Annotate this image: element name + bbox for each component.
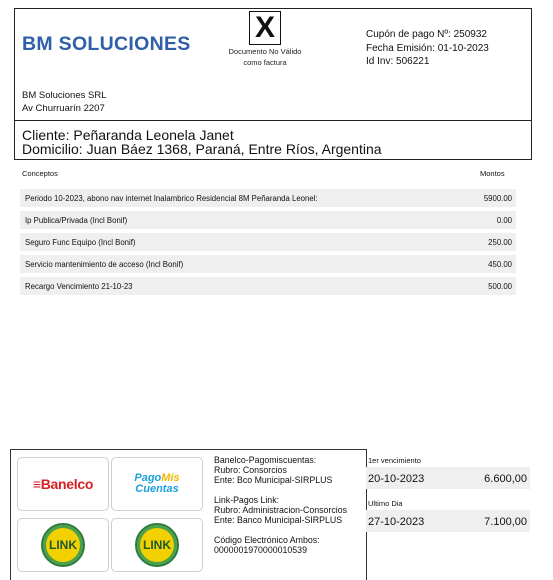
- concept-desc: Periodo 10-2023, abono nav internet Inalambrico Residencial 8M Peñaranda Leonel:: [25, 194, 318, 203]
- concept-desc: Seguro Func Equipo (Incl Bonif): [25, 238, 136, 247]
- concept-amount: 450.00: [488, 260, 512, 269]
- first-due-date: 20-10-2023: [368, 473, 425, 485]
- concept-desc: Servicio mantenimiento de acceso (Incl Bonif): [25, 260, 184, 269]
- concept-row: [20, 255, 516, 273]
- doc-note-line1: Documento No Válido: [228, 47, 302, 56]
- mis-word: Mis: [161, 472, 180, 484]
- last-due-row: [366, 510, 530, 532]
- first-due-row: [366, 467, 530, 489]
- link-logo-text: LINK: [49, 538, 77, 552]
- last-due-label: Ultimo Dia: [368, 499, 403, 508]
- concept-desc: Ip Publica/Privada (Incl Bonif): [25, 216, 128, 225]
- pagomiscuentas-logo: [134, 473, 179, 495]
- concept-row: [20, 189, 516, 207]
- link-logo-icon-2: [135, 523, 179, 567]
- pago-word: Pago: [134, 472, 162, 484]
- link-logo-card-2: [111, 518, 203, 572]
- last-due-amount: 7.100,00: [484, 516, 527, 528]
- concept-desc: Recargo Vencimiento 21-10-23: [25, 282, 133, 291]
- document-validity-note: [222, 46, 308, 68]
- company-name: BM Soluciones SRL: [22, 90, 107, 101]
- client-address: Domicilio: Juan Báez 1368, Paraná, Entre Ríos, Argentina: [22, 141, 382, 157]
- concept-row: [20, 277, 516, 295]
- concept-amount: 0.00: [496, 216, 512, 225]
- emission-date: Fecha Emisión: 01-10-2023: [366, 42, 489, 54]
- x-mark-box: X: [249, 11, 281, 45]
- amounts-column-header: Montos: [480, 169, 505, 178]
- link-logo-icon: [41, 523, 85, 567]
- pagomiscuentas-logo-card: [111, 457, 203, 511]
- concept-amount: 250.00: [488, 238, 512, 247]
- company-address: Av Churruarín 2207: [22, 103, 105, 114]
- inv-id: Id Inv: 506221: [366, 56, 430, 67]
- first-due-label: 1er vencimiento: [368, 456, 421, 465]
- first-due-amount: 6.600,00: [484, 473, 527, 485]
- concept-amount: 5900.00: [483, 194, 512, 203]
- brand-logo: BM SOLUCIONES: [22, 33, 191, 55]
- banelco-logo: ≡Banelco: [32, 476, 94, 492]
- coupon-number: Cupón de pago Nº: 250932: [366, 29, 487, 40]
- payment-channels-text: Banelco-Pagomiscuentas: Rubro: Consorcios Ente: Bco Municipal-SIRPLUS Link-Pagos Link: Rubro: Administracion-Consorcios Ente: Banco Municipal-SIRPLUS Código Electrónico Ambos: 0000001970000010539: [214, 455, 347, 555]
- cuentas-word: Cuentas: [135, 483, 179, 495]
- link-logo-card: [17, 518, 109, 572]
- banelco-logo-card: [17, 457, 109, 511]
- company-block: [22, 89, 106, 115]
- link-logo-text-2: LINK: [143, 538, 171, 552]
- concept-row: [20, 233, 516, 251]
- client-info: [22, 128, 382, 156]
- doc-note-line2: como factura: [243, 58, 287, 67]
- last-due-date: 27-10-2023: [368, 516, 425, 528]
- concepts-column-header: Conceptos: [22, 169, 58, 178]
- concept-row: [20, 211, 516, 229]
- concept-amount: 500.00: [488, 282, 512, 291]
- coupon-info: [366, 28, 489, 69]
- client-name: Cliente: Peñaranda Leonela Janet: [22, 127, 234, 143]
